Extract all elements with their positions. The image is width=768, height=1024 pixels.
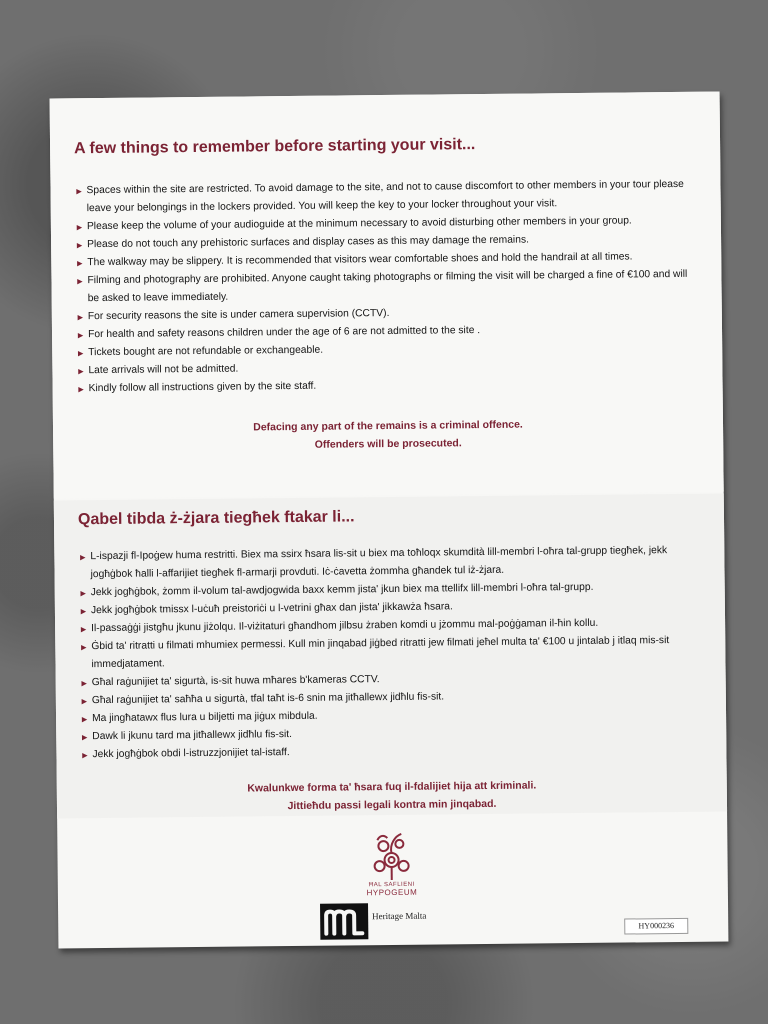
bullet-arrow-icon: ► — [80, 732, 90, 743]
bullet-arrow-icon: ► — [76, 348, 86, 359]
rule-text: Filming and photography are prohibited. Anyone caught taking photographs or filming the visit will be charged a fine of €100 and will be asked to leave immediately. — [87, 268, 688, 305]
bullet-arrow-icon: ► — [80, 714, 90, 725]
rule-text: Kindly follow all instructions given by the site staff. — [88, 380, 317, 395]
heritage-malta-name: Heritage Malta — [372, 910, 427, 922]
bullet-arrow-icon: ► — [80, 750, 90, 761]
maltese-rules-list — [78, 542, 705, 765]
logo-text: ĦAL SAFLIENI — [368, 881, 415, 889]
rule-text: Jekk jogħġbok tmissx l-uċuħ preistoriċi u l-vetrini għax dan jista' jikkawża ħsara. — [90, 601, 453, 617]
rule-text: Spaces within the site are restricted. To avoid damage to the site, and not to cause discomfort to other members in your tour please leave your belongings in the lockers provided. You will keep the key to your locker throughout your visit. — [86, 178, 684, 215]
rule-text: Late arrivals will not be admitted. — [88, 363, 239, 377]
bullet-arrow-icon: ► — [75, 330, 86, 341]
heritage-malta-logo-icon — [320, 903, 368, 940]
rule-text: Għal raġunijiet ta' sigurtà, is-sit huwa mħares b'kameras CCTV. — [91, 674, 380, 689]
inventory-code-label: HY000236 — [624, 918, 688, 935]
information-sign — [50, 92, 729, 949]
maltese-legal-notice — [57, 774, 727, 817]
maltese-heading: Qabel tibda ż-żjara tiegħek ftakar li... — [77, 508, 355, 529]
bullet-arrow-icon: ► — [74, 186, 84, 197]
bullet-arrow-icon: ► — [79, 624, 89, 635]
bullet-arrow-icon: ► — [79, 642, 89, 653]
rule-text: Dawk li jkunu tard ma jitħallewx jidħlu fis-sit. — [92, 729, 293, 743]
legal-notice-line: Offenders will be prosecuted. — [314, 437, 462, 451]
rule-text: For security reasons the site is under camera supervision (CCTV). — [87, 307, 390, 323]
rule-text: Please keep the volume of your audioguide at the minimum necessary to avoid disturbing other members in your group. — [86, 215, 632, 233]
logo-text: HYPOGEUM — [366, 887, 418, 898]
english-legal-notice — [53, 413, 723, 456]
bullet-arrow-icon: ► — [75, 276, 85, 287]
bullet-arrow-icon: ► — [75, 258, 85, 269]
rule-text: Ma jingħatawx flus lura u biljetti ma jiġux mibdula. — [92, 710, 318, 725]
hypogeum-logo — [353, 830, 430, 901]
legal-notice-line: Defacing any part of the remains is a criminal offence. — [253, 418, 523, 434]
rule-text: Jekk jogħġbok, żomm il-volum tal-awdjogwida baxx kemm jista' jkun biex ma ttellifx lill-membri l-oħra tal-grupp. — [90, 581, 594, 599]
rule-text: L-ispazji fl-Ipoġew huma restritti. Biex ma ssirx ħsara lis-sit u biex ma toħloqx skumdità lill-membri l-oħra tal-grupp tiegħek, jekk jogħġbok ħalli l-affarijiet tiegħek fl-armarji provduti. Iċ-ċavetta żommha għandek tul iż-żjara. — [90, 545, 668, 581]
bullet-arrow-icon: ► — [74, 222, 84, 233]
bullet-arrow-icon: ► — [75, 312, 85, 323]
bullet-arrow-icon: ► — [78, 552, 88, 563]
bullet-arrow-icon: ► — [76, 366, 86, 377]
bullet-arrow-icon: ► — [78, 606, 88, 617]
legal-notice-line: Kwalunkwe forma ta' ħsara fuq il-fdalijiet hija att kriminali. — [247, 779, 537, 795]
rule-text: For health and safety reasons children under the age of 6 are not admitted to the site . — [87, 325, 481, 341]
rule-text: Il-passaġġi jistgħu jkunu jiżolqu. Il-viżitaturi għandhom jilbsu żraben komdi u jżommu mal-poġġaman il-ħin kollu. — [91, 617, 599, 635]
rule-text: Jekk jogħġbok obdi l-istruzzjonijiet tal-istaff. — [92, 747, 290, 761]
bullet-arrow-icon: ► — [75, 240, 85, 251]
bullet-arrow-icon: ► — [78, 588, 88, 599]
rule-text: Għal raġunijiet ta' saħħa u sigurtà, tfal taħt is-6 snin ma jitħallewx jidħlu fis-sit. — [91, 691, 445, 707]
legal-notice-line: Jittieħdu passi legali kontra min jinqabad. — [287, 797, 497, 813]
bullet-arrow-icon: ► — [79, 678, 89, 689]
bullet-arrow-icon: ► — [79, 696, 89, 707]
rule-text: The walkway may be slippery. It is recommended that visitors wear comfortable shoes and hold the handrail at all times. — [87, 251, 633, 269]
rule-text: Please do not touch any prehistoric surfaces and display cases as this may damage the remains. — [87, 234, 529, 251]
rule-text: Ġbid ta' ritratti u filmati mhumiex permessi. Kull min jinqabad jiġbed ritratti jew filmati jeħel multa ta' €100 u jintalab j itlaq mis-sit immedjatament. — [91, 635, 670, 671]
bullet-arrow-icon: ► — [76, 384, 86, 395]
english-heading: A few things to remember before starting your visit... — [74, 136, 476, 158]
hypogeum-spiral-icon — [365, 830, 418, 883]
rule-text: Tickets bought are not refundable or exchangeable. — [88, 344, 324, 359]
english-rules-list — [74, 176, 701, 399]
